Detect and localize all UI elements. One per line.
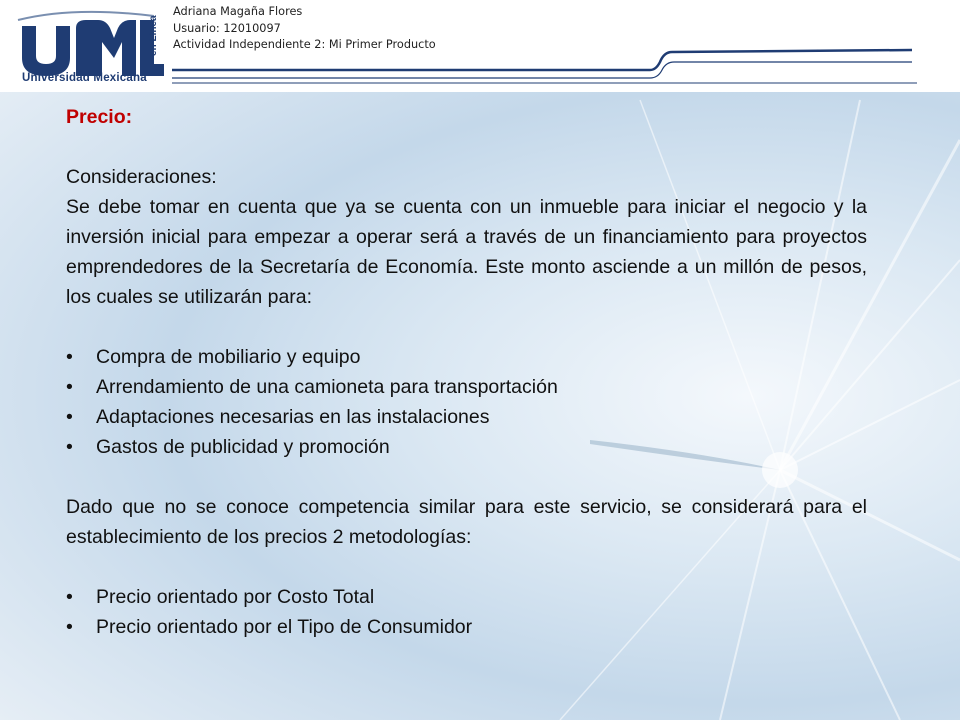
list-item-text: Precio orientado por el Tipo de Consumidor [96,616,473,638]
bullet-icon: • [66,436,73,458]
bullet-icon: • [66,586,73,608]
logo-side-text: en Línea [148,15,159,56]
list-item-text: Arrendamiento de una camioneta para transportación [96,376,558,398]
bullet-icon: • [66,346,73,368]
activity-title: Actividad Independiente 2: Mi Primer Producto [173,38,436,51]
intro-paragraph: Se debe tomar en cuenta que ya se cuenta con un inmueble para iniciar el negocio y la inversión inicial para empezar a operar será a través de un financiamiento para proyectos emprendedores de la Secretaría de Economía. Este monto asciende a un millón de pesos, los cuales se utilizarán para: [66,196,867,308]
header-bar [0,0,960,92]
list-item [66,612,867,642]
list-item [66,582,867,612]
list-item [66,402,867,432]
list-item-text: Gastos de publicidad y promoción [96,436,390,458]
methodologies-list [66,582,867,642]
header-divider-lines [172,44,917,90]
bullet-icon: • [66,616,73,638]
list-item [66,342,867,372]
list-item [66,372,867,402]
student-name: Adriana Magaña Flores [173,5,303,18]
uses-list [66,342,867,462]
main-content [66,102,867,642]
list-item-text: Adaptaciones necesarias en las instalaciones [96,406,490,428]
logo-caption: Universidad Mexicana [22,72,147,84]
considerations-label: Consideraciones: [66,166,217,188]
bullet-icon: • [66,406,73,428]
list-item-text: Precio orientado por Costo Total [96,586,375,608]
list-item-text: Compra de mobiliario y equipo [96,346,361,368]
list-item [66,432,867,462]
section-heading: Precio: [66,106,133,128]
student-user-id: Usuario: 12010097 [173,21,281,35]
bullet-icon: • [66,376,73,398]
methodology-paragraph: Dado que no se conoce competencia similar para este servicio, se considerará para el establecimiento de los precios 2 metodologías: [66,496,867,548]
